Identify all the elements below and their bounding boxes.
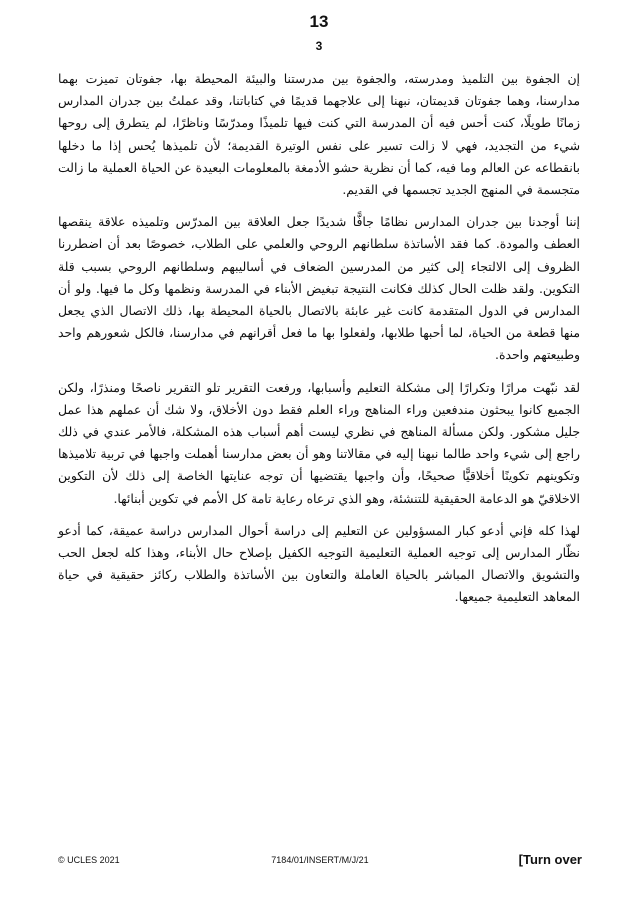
document-code: 7184/01/INSERT/M/J/21 (271, 855, 369, 865)
page-number: 13 (309, 12, 329, 31)
page-footer (58, 852, 582, 870)
paragraph-1: إن الجفوة بين التلميذ ومدرسته، والجفوة بين مدرستنا والبيئة المحيطة بها، جفوتان تميزت بهما مدارسنا، وهما جفوتان قديمتان، نبهنا إلى علاجهما قديمًا في كتاباتنا، وقد عملتُ بين جدران المدارس زمانًا طويلًا، كنت أحس فيه أن المدرسة التي كنت فيها تلميذًا ومدرّسًا وناظرًا، لم يتطرق إلى روحها شيء من التجديد، فهي لا زالت تسير على نفس الوتيرة القديمة؛ لأن تلميذها يُحس إذا ما دخلها بانقطاعه عن العالم وما فيه، كما أن نظرية حشو الأدمغة بالمعلومات البعيدة عن الحياة العملية ما زالت متجسمة في المنهج الجديد تجسمها في القديم. (58, 71, 580, 198)
section-number: 3 (315, 39, 323, 53)
document-body (58, 68, 580, 619)
turn-over-label: [Turn over (518, 852, 582, 867)
copyright-notice: © UCLES 2021 (58, 855, 120, 865)
paragraph-2: إننا أوجدنا بين جدران المدارس نظامًا جافًّا شديدًا جعل العلاقة بين المدرّس وتلميذه علاقة ينقصها العطف والمودة. كما فقد الأساتذة سلطانهم الروحي والعلمي على الطلاب، خصوصًا بعد أن اضطررنا الظروف إلى الالتجاء إلى كثير من المدرسين الضعاف في أساليبهم وسلطانهم الروحي بسبب قلة التكوين. ولقد ظلت الحال كذلك فكانت النتيجة تبغيض الأبناء في المدرسة ونظمها وكل ما فيها. ولو أن المدارس في الدول المتقدمة كانت غير عابئة بالاتصال بالحياة المحيطة بها، ذلك الاتصال الذي يجعل منها قطعة من الحياة، لما أحبها طلابها، ولفعلوا بها ما فعل أقرانهم في مدارسنا، فالكل شعورهم واحد وطبيعتهم واحدة. (58, 214, 580, 363)
paragraph-3: لقد نبّهت مرارًا وتكرارًا إلى مشكلة التعليم وأسبابها، ورفعت التقرير تلو التقرير ناصحًا ومنذرًا، ولكن الجميع كانوا يبحثون مندفعين وراء المناهج وراء العلم فقط دون الأخلاق، ولا شك أن عملهم هذا عمل جليل مشكور. ولكن مسألة المناهج في نظري ليست أهم أسباب هذه المشكلة، فالأمر عندي في ذلك راجع إلى شيء واحد طالما نبهنا إليه في مقالاتنا وهو أن بعض مدارسنا أهملت واجبها في تربية تلاميذها وتكوينهم تكوينًا أخلاقيًّا صحيحًا، وأن واجبها يقتضيها أن توجه عنايتها الخاصة إلى ذلك لأن التكوين الاخلاقيّ هو الدعامة الحقيقية للتنشئة، وهو الذي ترعاه رعاية تامة كل الأمم في تكوين أبنائها. (58, 379, 580, 506)
paragraph-4: لهذا كله فإني أدعو كبار المسؤولين عن التعليم إلى دراسة أحوال المدارس دراسة عميقة، كما أدعو نظّار المدارس إلى توجيه العملية التعليمية التوجيه الكفيل بإصلاح حال الأبناء، وهذا كله لجعل الحب والتشويق والاتصال المباشر بالحياة العاملة والتعاون بين الأساتذة والطلاب ركائز حقيقية في حياة المعاهد التعليمية جميعها. (58, 522, 580, 605)
